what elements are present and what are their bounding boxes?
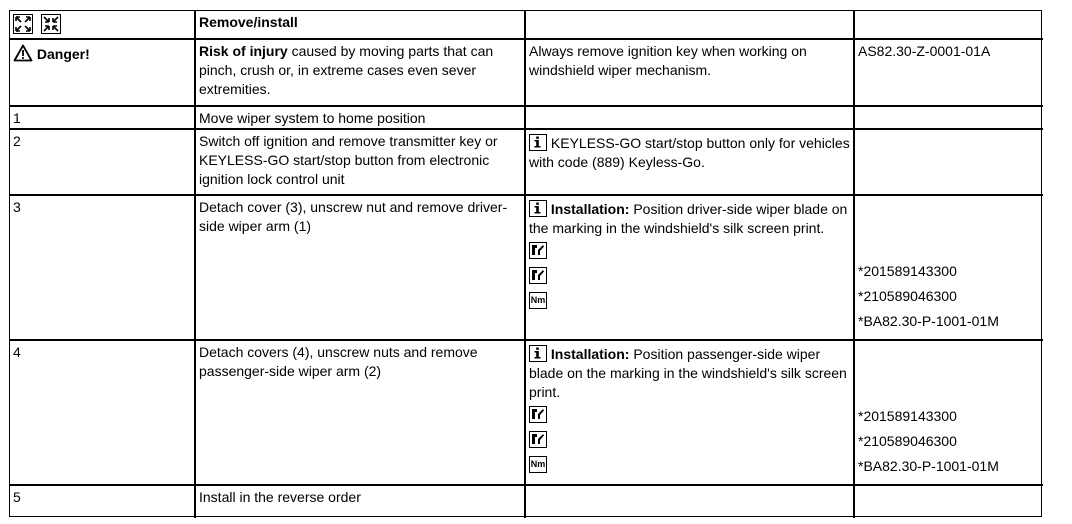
step-note bbox=[526, 486, 855, 518]
tool-line bbox=[529, 263, 850, 288]
installation-label: Installation: bbox=[550, 346, 630, 362]
warning-triangle-icon bbox=[13, 44, 33, 67]
tool-line bbox=[529, 402, 850, 427]
special-tool-icon[interactable] bbox=[529, 267, 547, 284]
torque-line bbox=[529, 288, 850, 313]
procedure-table bbox=[9, 10, 1042, 517]
ref-link[interactable]: *210589046300 bbox=[858, 433, 957, 449]
collapse-icon[interactable] bbox=[41, 14, 61, 34]
step-text: Switch off ignition and remove transmitter key or KEYLESS-GO start/stop button from electronic ignition lock control unit bbox=[196, 130, 526, 196]
torque-nm-text: Nm bbox=[530, 459, 546, 469]
danger-label: Danger! bbox=[36, 46, 90, 62]
step-text: Install in the reverse order bbox=[196, 486, 526, 518]
step-number: 4 bbox=[10, 341, 196, 486]
info-icon bbox=[529, 200, 547, 217]
header-notes bbox=[526, 11, 855, 40]
danger-ref[interactable]: AS82.30-Z-0001-01A bbox=[855, 40, 1043, 107]
info-icon bbox=[529, 345, 547, 362]
special-tool-icon[interactable] bbox=[529, 431, 547, 448]
step-note-text: KEYLESS-GO start/stop button only for vehicles with code (889) Keyless-Go. bbox=[529, 135, 850, 170]
danger-bold-text: Risk of injury bbox=[199, 43, 288, 59]
ref-link[interactable]: *201589143300 bbox=[858, 408, 957, 424]
torque-line bbox=[529, 452, 850, 477]
step-refs bbox=[855, 341, 1043, 486]
torque-nm-text: Nm bbox=[530, 295, 546, 305]
installation-text: Position driver-side wiper blade on the marking in the windshield's silk screen print. bbox=[529, 201, 848, 236]
tool-line bbox=[529, 238, 850, 263]
installation-note bbox=[529, 345, 850, 402]
danger-text-cell bbox=[196, 40, 526, 107]
step-number: 1 bbox=[10, 107, 196, 130]
step-text: Move wiper system to home position bbox=[196, 107, 526, 130]
header-refs bbox=[855, 11, 1043, 40]
step-refs bbox=[855, 130, 1043, 196]
step-note bbox=[526, 107, 855, 130]
danger-rest-text: caused by moving parts that can pinch, crush or, in extreme cases even sever extremities. bbox=[199, 43, 494, 97]
torque-nm-icon[interactable] bbox=[529, 456, 547, 473]
danger-note: Always remove ignition key when working on windshield wiper mechanism. bbox=[526, 40, 855, 107]
info-icon bbox=[529, 134, 547, 151]
tool-line bbox=[529, 427, 850, 452]
ref-link[interactable]: *201589143300 bbox=[858, 263, 957, 279]
step-note bbox=[526, 130, 855, 196]
step-note bbox=[526, 341, 855, 486]
installation-text: Position passenger-side wiper blade on the marking in the windshield's silk screen print. bbox=[529, 346, 847, 400]
header-icons-cell bbox=[10, 11, 196, 40]
step-refs bbox=[855, 486, 1043, 518]
step-text: Detach cover (3), unscrew nut and remove driver-side wiper arm (1) bbox=[196, 196, 526, 341]
header-title: Remove/install bbox=[196, 11, 526, 40]
step-note bbox=[526, 196, 855, 341]
step-refs bbox=[855, 196, 1043, 341]
ref-link[interactable]: *BA82.30-P-1001-01M bbox=[858, 458, 999, 474]
special-tool-icon[interactable] bbox=[529, 242, 547, 259]
installation-label: Installation: bbox=[550, 201, 630, 217]
step-number: 5 bbox=[10, 486, 196, 518]
step-number: 2 bbox=[10, 130, 196, 196]
step-number: 3 bbox=[10, 196, 196, 341]
installation-note bbox=[529, 200, 850, 238]
special-tool-icon[interactable] bbox=[529, 406, 547, 423]
torque-nm-icon[interactable] bbox=[529, 292, 547, 309]
ref-link[interactable]: *210589046300 bbox=[858, 288, 957, 304]
step-text: Detach covers (4), unscrew nuts and remove passenger-side wiper arm (2) bbox=[196, 341, 526, 486]
danger-label-cell bbox=[10, 40, 196, 107]
ref-link[interactable]: *BA82.30-P-1001-01M bbox=[858, 313, 999, 329]
step-refs bbox=[855, 107, 1043, 130]
expand-icon[interactable] bbox=[13, 14, 33, 34]
